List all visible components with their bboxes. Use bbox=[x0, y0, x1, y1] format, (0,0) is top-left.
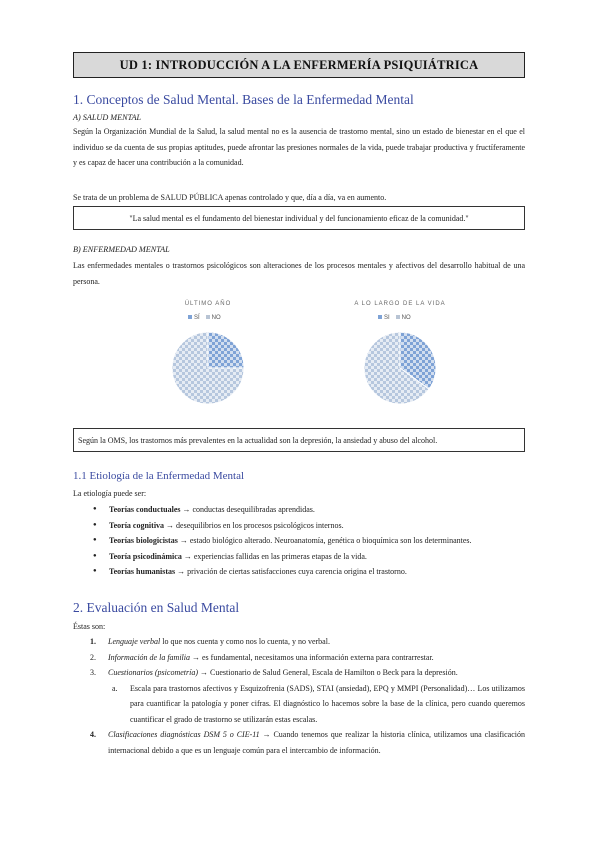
quote-box bbox=[73, 206, 525, 230]
paragraph-oms-definition: Según la Organización Mundial de la Salud, la salud mental no es la ausencia de trastorno mental, sino un estado de bienestar en el que el individuo se da cuenta de sus propias aptitudes, puede afrontar las presiones normales de la vida, puede trabajar productiva y fructíferamente y es capaz de hacer una contribución a la comunidad. bbox=[73, 127, 525, 167]
paragraph-salud-publica: Se trata de un problema de SALUD PÚBLICA apenas controlado y que, día a día, va en aumento. bbox=[73, 193, 387, 202]
list-item: 1. Lenguaje verbal lo que nos cuenta y como nos lo cuenta, y no verbal. bbox=[90, 637, 330, 646]
chart1-pie bbox=[170, 330, 246, 406]
section-2-heading: 2. Evaluación en Salud Mental bbox=[73, 600, 240, 615]
evaluacion-list bbox=[90, 634, 525, 758]
section-1-heading: 1. Conceptos de Salud Mental. Bases de la Enfermedad Mental bbox=[73, 92, 414, 107]
chart2-pie bbox=[362, 330, 438, 406]
chart2-legend bbox=[378, 315, 411, 321]
list-item: 4. Clasificaciones diagnósticas DSM 5 o CIE-11 → Cuando tenemos que realizar la historia clínica, utilizamos una clasificación internacional debido a que es un lenguaje común para el intercambio de información. bbox=[90, 730, 526, 755]
chart1-legend bbox=[188, 315, 221, 321]
subheading-enfermedad-mental: B) ENFERMEDAD MENTAL bbox=[73, 245, 170, 254]
chart1-title: ÚLTIMO AÑO bbox=[184, 301, 232, 307]
list-item: ● Teorías biologicistas → estado biológico alterado. Neuroanatomía, genética o bioquímica son los determinantes. bbox=[93, 533, 472, 549]
pie-slice-sí bbox=[208, 332, 244, 368]
evaluacion-intro: Éstas son: bbox=[73, 622, 106, 631]
chart2-title: A LO LARGO DE LA VIDA bbox=[354, 301, 446, 307]
chart2-legend-yes: SI bbox=[378, 315, 390, 321]
paragraph-enfermedades-mentales: Las enfermedades mentales o trastornos psicológicos son alteraciones de los procesos mentales y afectivos del desarrollo habitual de una persona. bbox=[73, 261, 525, 286]
list-item: ● Teoría psicodinámica → experiencias fallidas en las primeras etapas de la vida. bbox=[93, 549, 472, 565]
section-1-1-heading: 1.1 Etiología de la Enfermedad Mental bbox=[73, 470, 245, 482]
subheading-salud-mental: A) SALUD MENTAL bbox=[73, 113, 142, 122]
chart2-legend-no: NO bbox=[396, 315, 411, 321]
list-item: ● Teoría cognitiva → desequilibrios en los procesos psicológicos internos. bbox=[93, 518, 472, 534]
page-title: UD 1: INTRODUCCIÓN A LA ENFERMERÍA PSIQUIÁTRICA bbox=[73, 52, 525, 78]
etiologia-list bbox=[93, 502, 472, 580]
note-box bbox=[73, 428, 525, 452]
note-text: Según la OMS, los trastornos más prevalentes en la actualidad son la depresión, la ansiedad y abuso del alcohol. bbox=[78, 435, 438, 445]
list-subitem: a. Escala para trastornos afectivos y Esquizofrenia (SADS), STAI (ansiedad), EPQ y MMPI (Personalidad)… Los utilizamos para cuantificar la patología y poner cifras. El diagnóstico lo hacemos sobre la base de la clínica, pero cuando queremos cuantificar el grado de trastorno se utilizarán estas escalas. bbox=[112, 683, 525, 724]
etiologia-intro: La etiología puede ser: bbox=[73, 489, 147, 498]
quote-text: "La salud mental es el fundamento del bienestar individual y del funcionamiento eficaz de la comunidad." bbox=[129, 213, 469, 223]
list-item: ● Teorías humanistas → privación de ciertas satisfacciones cuya carencia origina el trastorno. bbox=[93, 564, 472, 580]
chart1-legend-yes: SÍ bbox=[188, 315, 200, 321]
list-item: 2. Información de la familia → es fundamental, necesitamos una información externa para contrarrestar. bbox=[90, 652, 434, 662]
list-item: ● Teorías conductuales → conductas desequilibradas aprendidas. bbox=[93, 502, 472, 518]
chart1-legend-no: NO bbox=[206, 315, 221, 321]
list-item: 3. Cuestionarios (psicometría) → Cuestionario de Salud General, Escala de Hamilton o Beck para la depresión. bbox=[90, 668, 458, 677]
